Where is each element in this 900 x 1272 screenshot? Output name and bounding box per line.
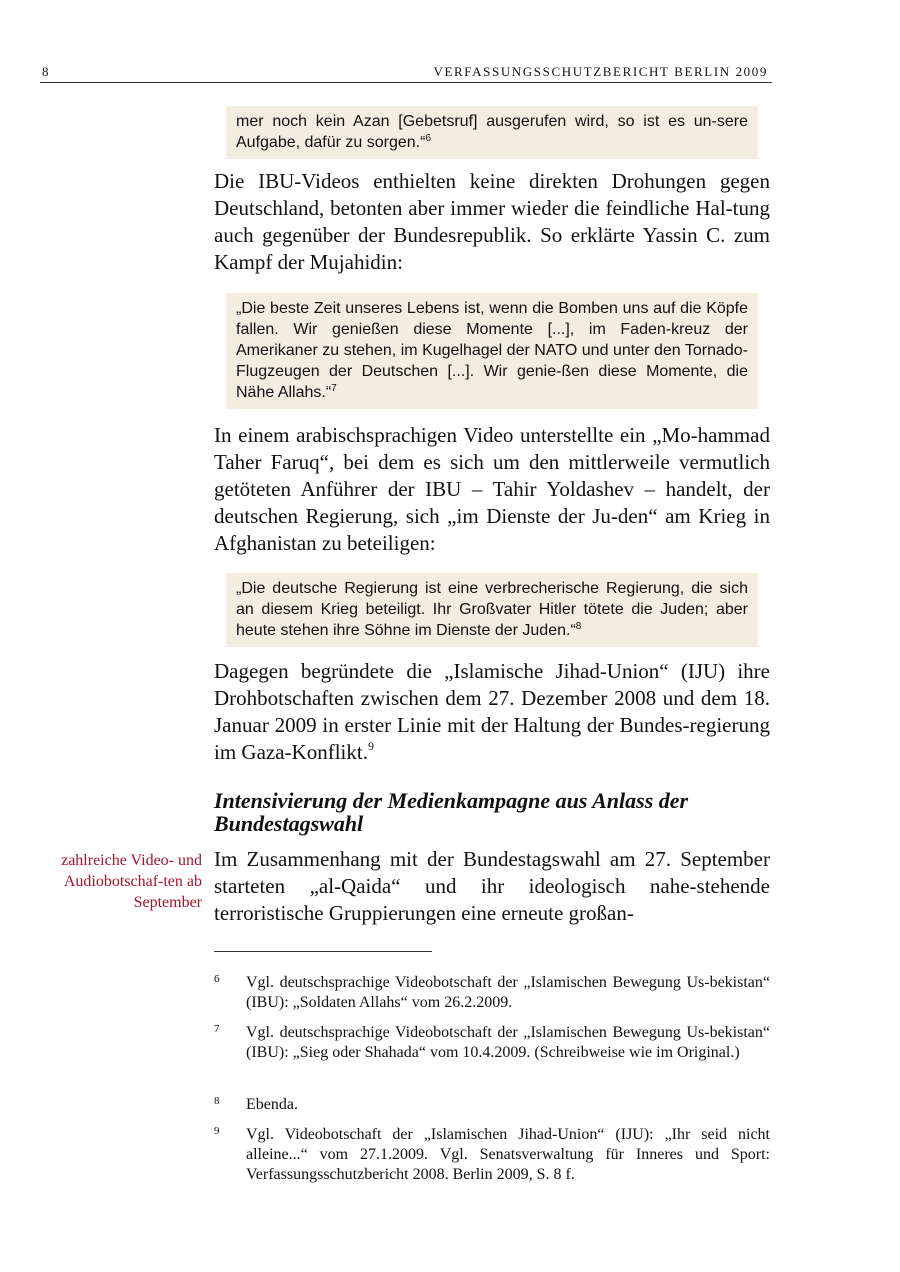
page-header	[40, 62, 772, 83]
footnote-9	[214, 1125, 770, 1185]
running-title: VERFASSUNGSSCHUTZBERICHT BERLIN 2009	[433, 64, 768, 79]
footnote-number: 9	[214, 1125, 220, 1137]
quote-block-3	[226, 573, 758, 647]
footnote-number: 7	[214, 1023, 220, 1035]
footnote-text: Ebenda.	[246, 1096, 298, 1113]
quote-block-2	[226, 293, 758, 409]
quote-text: mer noch kein Azan [Gebetsruf] ausgerufen wird, so ist es un-sere Aufgabe, dafür zu sorgen.“	[236, 113, 748, 151]
quote-block-1	[226, 106, 758, 159]
margin-note: zahlreiche Video- und Audiobotschaf-ten ab September	[61, 852, 202, 911]
body-paragraph-3	[214, 658, 770, 766]
footnote-reference[interactable]: 7	[331, 383, 337, 394]
footnote-8	[214, 1095, 770, 1115]
body-paragraph-2: In einem arabischsprachigen Video unterstellte ein „Mo-hammad Taher Faruq“, bei dem es sich um den mittlerweile vermutlich getöteten Anführer der IBU – Tahir Yoldashev – handelt, der deutschen Regierung, sich „im Dienste der Ju-den“ am Krieg in Afghanistan zu beteiligen:	[214, 423, 770, 555]
body-paragraph-1: Die IBU-Videos enthielten keine direkten Drohungen gegen Deutschland, betonten aber immer wieder die feindliche Hal-tung auch gegenüber der Bundesrepublik. So erklärte Yassin C. zum Kampf der Mujahidin:	[214, 169, 770, 274]
footnote-reference[interactable]: 9	[367, 739, 374, 753]
footnote-reference[interactable]: 6	[425, 133, 432, 144]
footnote-text: Vgl. deutschsprachige Videobotschaft der „Islamischen Bewegung Us-bekistan“ (IBU): „Sieg oder Shahada“ vom 10.4.2009. (Schreibweise wie im Original.)	[246, 1024, 770, 1061]
footnote-text: Vgl. Videobotschaft der „Islamischen Jihad-Union“ (IJU): „Ihr seid nicht alleine...“ vom 27.1.2009. Vgl. Senatsverwaltung für Inneres und Sport: Verfassungsschutzbericht 2008. Berlin 2009, S. 8 f.	[246, 1126, 770, 1183]
footnote-text: Vgl. deutschsprachige Videobotschaft der „Islamischen Bewegung Us-bekistan“ (IBU): „Soldaten Allahs“ vom 26.2.2009.	[246, 974, 770, 1011]
page-number: 8	[42, 64, 51, 79]
quote-text: „Die beste Zeit unseres Lebens ist, wenn die Bomben uns auf die Köpfe fallen. Wir genießen diese Momente [...], im Faden-kreuz der Amerikaner zu stehen, im Kugelhagel der NATO und unter den Tornado-Flugzeugen der Deutschen [...]. Wir genie-ßen diese Momente, die Nähe Allahs.“	[236, 300, 748, 401]
paragraph-text: Dagegen begründete die „Islamische Jihad-Union“ (IJU) ihre Drohbotschaften zwischen dem 27. Dezember 2008 und dem 18. Januar 2009 in erster Linie mit der Haltung der Bundes-regierung im Gaza-Konflikt.	[214, 659, 770, 764]
body-paragraph-4: Im Zusammenhang mit der Bundestagswahl am 27. September starteten „al-Qaida“ und ihr ideologisch nahe-stehende terroristische Gruppierungen eine erneute großan-	[214, 847, 770, 925]
footnote-number: 6	[214, 973, 220, 985]
footnote-reference[interactable]: 8	[575, 621, 582, 632]
footnote-number: 8	[214, 1095, 220, 1107]
footnote-divider	[214, 951, 432, 952]
footnote-6	[214, 973, 770, 1013]
quote-text: „Die deutsche Regierung ist eine verbrecherische Regierung, die sich an diesem Krieg beteiligt. Ihr Großvater Hitler tötete die Juden; aber heute stehen ihre Söhne im Dienste der Juden.“	[236, 580, 748, 639]
section-subheading: Intensivierung der Medienkampagne aus Anlass der Bundestagswahl	[214, 788, 689, 836]
footnote-7	[214, 1023, 770, 1063]
